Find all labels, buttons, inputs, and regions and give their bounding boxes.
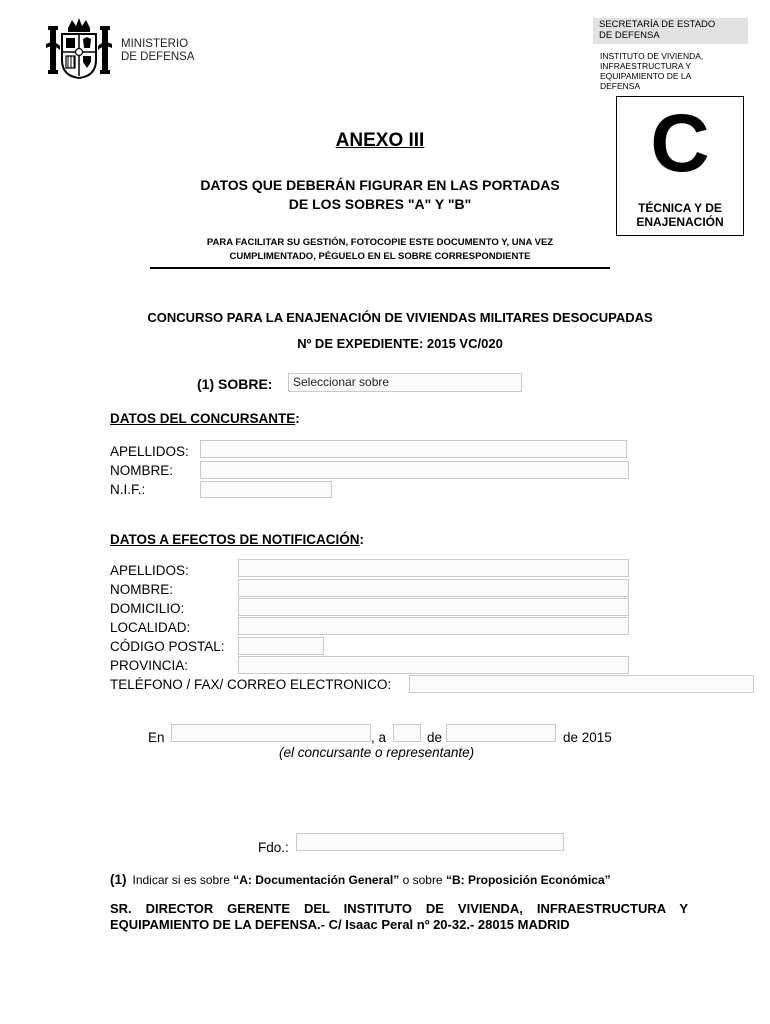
concursante-nif-label: N.I.F.: [110,482,146,497]
notificacion-nombre-field[interactable] [238,579,629,597]
main-title [140,176,620,214]
secretaria-line-2: DE DEFENSA [599,30,660,41]
concursante-apellidos-label: APELLIDOS: [110,444,189,459]
footnote-number: (1) [110,872,127,887]
firma-lugar-field[interactable] [171,724,371,742]
footnote [110,872,611,888]
footnote-sobre-b: “B: Proposición Económica” [445,873,611,887]
sobre-label: (1) SOBRE: [197,376,273,392]
instituto-line-3: EQUIPAMIENTO DE LA [600,71,692,81]
anexo-title: ANEXO III [335,130,425,151]
expediente-number: Nº DE EXPEDIENTE: 2015 VC/020 [297,336,503,351]
instituto-line-2: INFRAESTRUCTURA Y [600,61,691,71]
ministry-line-2: DE DEFENSA [121,51,195,63]
notificacion-apellidos-label: APELLIDOS: [110,563,189,578]
notificacion-heading-text: DATOS A EFECTOS DE NOTIFICACIÓN [110,532,360,547]
instructions-note [140,236,620,264]
concursante-heading [110,411,300,427]
instructions-line-2: CUMPLIMENTADO, PÉGUELO EN EL SOBRE CORRESPONDIENTE [229,251,531,262]
envelope-type-line-2: ENAJENACIÓN [636,215,724,229]
firma-dia-field[interactable] [393,724,421,742]
concurso-title: CONCURSO PARA LA ENAJENACIÓN DE VIVIENDAS MILITARES DESOCUPADAS [147,310,653,325]
secretaria-line-1: SECRETARÍA DE ESTADO [599,19,716,30]
firma-year-label: de 2015 [563,730,612,745]
firma-concursante-note: (el concursante o representante) [279,745,475,760]
concursante-heading-text: DATOS DEL CONCURSANTE [110,411,296,426]
notificacion-heading-colon: : [359,532,365,547]
footnote-text-1: Indicar si es sobre [132,873,234,887]
main-title-line-1: DATOS QUE DEBERÁN FIGURAR EN LAS PORTADAS [200,177,560,193]
notificacion-localidad-field[interactable] [238,617,629,635]
envelope-type-line-1: TÉCNICA Y DE [638,201,722,215]
notificacion-codigo-postal-label: CÓDIGO POSTAL: [110,639,225,654]
firma-de-label: de [427,730,443,745]
coat-of-arms-logo [46,14,112,80]
concursante-heading-colon: : [295,411,300,426]
instituto-line-4: DEFENSA [600,81,641,91]
notificacion-telefono-label: TELÉFONO / FAX/ CORREO ELECTRONICO: [110,677,392,692]
notificacion-apellidos-field[interactable] [238,559,629,577]
firma-en-label: En [148,730,165,745]
ministry-name [121,38,195,64]
envelope-letter: C [650,98,710,189]
concursante-apellidos-field[interactable] [200,440,627,458]
title-divider [150,267,610,269]
instituto-line-1: INSTITUTO DE VIVIENDA, [600,51,704,61]
fdo-label: Fdo.: [258,840,289,855]
fdo-field[interactable] [296,833,564,851]
concursante-nombre-label: NOMBRE: [110,463,174,478]
main-title-line-2: DE LOS SOBRES "A" Y "B" [288,196,472,212]
notificacion-heading [110,532,364,548]
notificacion-domicilio-label: DOMICILIO: [110,601,185,616]
firma-a-label: , a [371,730,387,745]
notificacion-provincia-label: PROVINCIA: [110,658,189,673]
notificacion-telefono-field[interactable] [409,675,754,693]
sobre-select[interactable]: Seleccionar sobre [288,373,522,392]
notificacion-provincia-field[interactable] [238,656,629,674]
secretaria-box [593,18,748,44]
instructions-line-1: PARA FACILITAR SU GESTIÓN, FOTOCOPIE ESTE DOCUMENTO Y, UNA VEZ [206,237,554,248]
firma-mes-field[interactable] [446,724,556,742]
instituto-name [600,51,703,91]
envelope-type-label [617,201,743,229]
notificacion-localidad-label: LOCALIDAD: [110,620,191,635]
ministry-line-1: MINISTERIO [121,38,189,50]
concursante-nombre-field[interactable] [200,461,629,479]
footnote-text-2: o sobre [399,873,446,887]
footnote-sobre-a: “A: Documentación General” [233,873,400,887]
address-line-1: SR. DIRECTOR GERENTE DEL INSTITUTO DE VIVIENDA, INFRAESTRUCTURA Y [110,901,688,916]
address-line-2: EQUIPAMIENTO DE LA DEFENSA.- C/ Isaac Peral nº 20-32.- 28015 MADRID [110,917,570,932]
envelope-type-box [616,96,744,236]
concursante-nif-field[interactable] [200,481,332,498]
recipient-address [110,901,688,933]
notificacion-codigo-postal-field[interactable] [238,637,324,655]
notificacion-domicilio-field[interactable] [238,598,629,616]
notificacion-nombre-label: NOMBRE: [110,582,174,597]
